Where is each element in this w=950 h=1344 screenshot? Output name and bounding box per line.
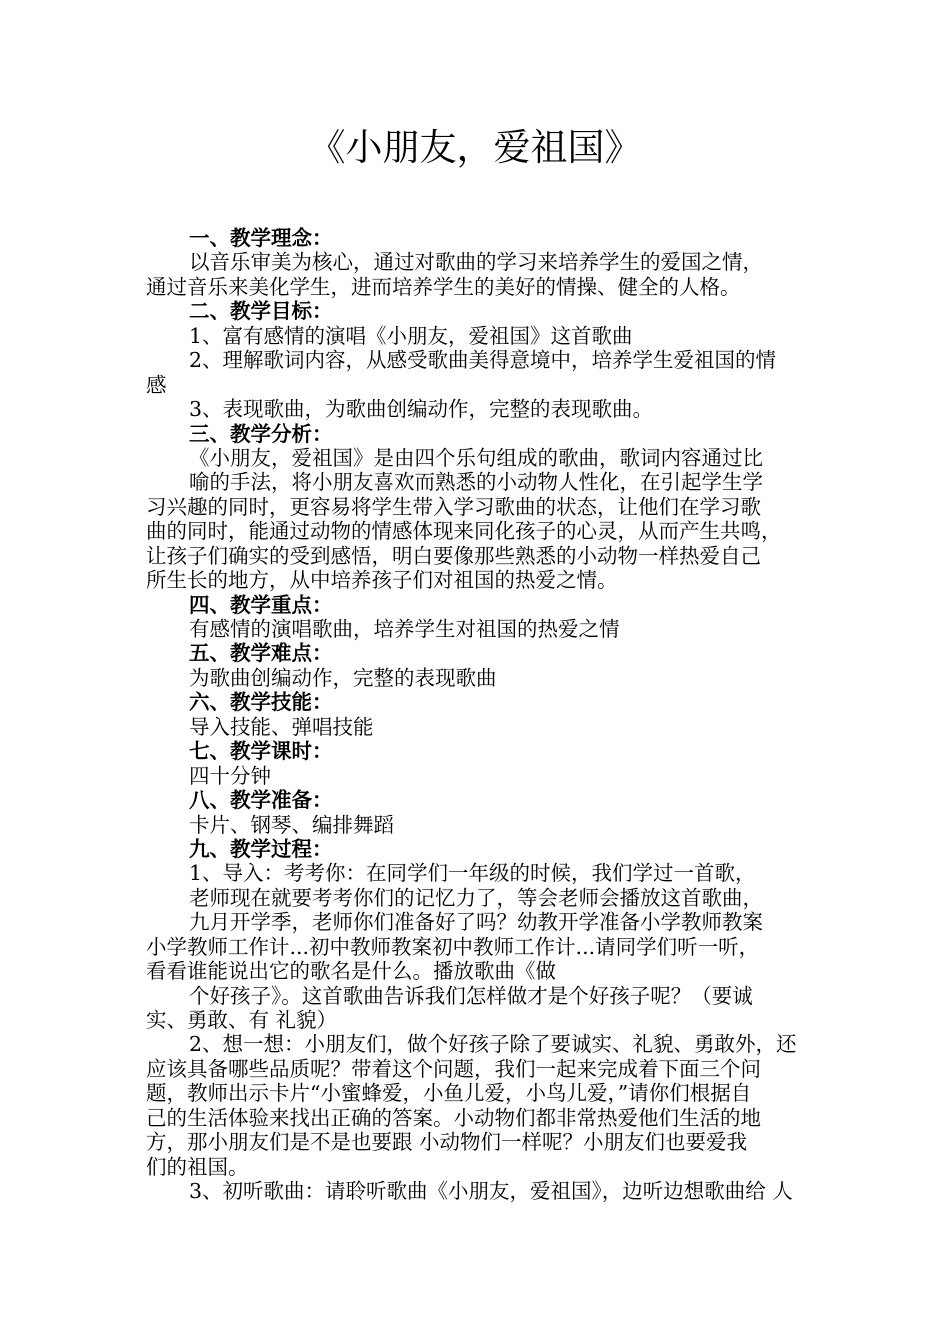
text-line: 2、想一想：小朋友们，做个好孩子除了要诚实、礼貌、勇敢外，还 — [189, 1032, 797, 1057]
text-line: 们的祖国。 — [146, 1154, 249, 1179]
text-line: 九月开学季，老师你们准备好了吗？幼教开学准备小学教师教案 — [189, 910, 763, 935]
text-line: 导入技能、弹唱技能 — [189, 714, 374, 739]
text-line: 为歌曲创编动作，完整的表现歌曲 — [189, 665, 497, 690]
text-line: 2、理解歌词内容，从感受歌曲美得意境中，培养学生爱祖国的情 — [189, 348, 777, 373]
text-line: 1、导入：考考你：在同学们一年级的时候，我们学过一首歌， — [189, 861, 756, 886]
section-heading: 三、教学分析： — [189, 421, 333, 446]
text-line: 小学教师工作计...初中教师教案初中教师工作计...请同学们听一听， — [146, 934, 760, 959]
text-line: 老师现在就要考考你们的记忆力了，等会老师会播放这首歌曲， — [189, 885, 763, 910]
text-line: 让孩子们确实的受到感悟，明白要像那些熟悉的小动物一样热爱自己 — [146, 543, 761, 568]
text-line: 己的生活体验来找出正确的答案。小动物们都非常热爱他们生活的地 — [146, 1105, 761, 1130]
text-line: 以音乐审美为核心，通过对歌曲的学习来培养学生的爱国之情， — [189, 250, 763, 275]
section-heading: 七、教学课时： — [189, 739, 333, 764]
text-line: 所生长的地方，从中培养孩子们对祖国的热爱之情。 — [146, 568, 618, 593]
text-line: 《小朋友，爱祖国》是由四个乐句组成的歌曲，歌词内容通过比 — [189, 445, 763, 470]
text-line: 应该具备哪些品质呢？带着这个问题，我们一起来完成着下面三个问 — [146, 1056, 761, 1081]
text-line: 方，那小朋友们是不是也要跟 小动物们一样呢？小朋友们也要爱我 — [146, 1130, 748, 1155]
text-line: 通过音乐来美化学生，进而培养学生的美好的情操、健全的人格。 — [146, 274, 741, 299]
text-line: 喻的手法，将小朋友喜欢而熟悉的小动物人性化，在引起学生学 — [189, 470, 763, 495]
section-heading: 九、教学过程： — [189, 836, 333, 861]
section-heading: 六、教学技能： — [189, 690, 333, 715]
text-line: 习兴趣的同时，更容易将学生带入学习歌曲的状态，让他们在学习歌 — [146, 494, 761, 519]
text-line: 个好孩子》。这首歌曲告诉我们怎样做才是个好孩子呢？（要诚 — [189, 983, 753, 1008]
text-line: 3、表现歌曲，为歌曲创编动作，完整的表现歌曲。 — [189, 397, 654, 422]
text-line: 曲的同时，能通过动物的情感体现来同化孩子的心灵，从而产生共鸣， — [146, 519, 782, 544]
text-line: 看看谁能说出它的歌名是什么。播放歌曲《做 — [146, 959, 556, 984]
section-heading: 八、教学准备： — [189, 788, 333, 813]
text-line: 感 — [146, 372, 167, 397]
text-line: 实、勇敢、有 礼貌） — [146, 1008, 338, 1032]
section-heading: 五、教学难点： — [189, 641, 333, 666]
text-line: 有感情的演唱歌曲，培养学生对祖国的热爱之情 — [189, 617, 620, 641]
text-line: 四十分钟 — [189, 763, 271, 788]
document-title: 《小朋友，爱祖国》 — [308, 126, 642, 169]
section-heading: 四、教学重点： — [189, 592, 333, 617]
section-heading: 一、教学理念： — [189, 226, 333, 250]
text-line: 3、初听歌曲：请聆听歌曲《小朋友，爱祖国》，边听边想歌曲给 人 — [189, 1179, 793, 1204]
section-heading: 二、教学目标： — [189, 299, 333, 324]
text-line: 1、富有感情的演唱《小朋友，爱祖国》这首歌曲 — [189, 323, 633, 348]
document-body — [146, 226, 814, 1204]
text-line: 题，教师出示卡片“小蜜蜂爱，小鱼儿爱，小鸟儿爱，”请你们根据自 — [146, 1081, 752, 1106]
text-line: 卡片、钢琴、编排舞蹈 — [189, 812, 394, 837]
